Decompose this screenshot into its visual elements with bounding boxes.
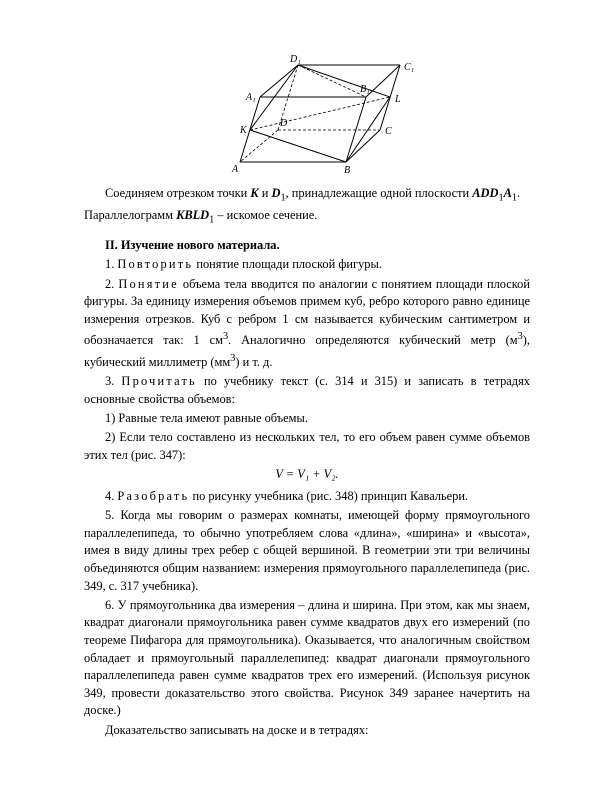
text-run: и [258,186,272,200]
section-heading: II. Изучение нового материала. [105,238,280,253]
label-a: A [232,164,239,175]
item-1 [84,256,530,274]
item-text: ) и т. д. [235,355,273,370]
item-verb: Прочитать [121,374,197,389]
item-text: по рисунку учебника (рис. 348) принцип Кавальери. [189,489,469,504]
parallelepiped-drawing [230,50,430,180]
superscript: 3 [230,353,236,364]
math-a: A [503,186,512,200]
item-4 [84,488,530,506]
subscript: 1 [498,192,504,204]
label-d1: D₁ [290,54,301,65]
label-l: L [395,94,401,105]
item-text: объема тела вводится по аналогии с понятием площади плоской фигуры. За единицу измерения объемов примем куб, ребро которого равно единице измерения отрезков. Куб с ребром 1 см называется кубическим сантиметром и обозначается так: 1 см [84,276,530,348]
subscript: 1 [511,192,518,204]
superscript: 3 [222,331,229,343]
label-b: B [344,165,351,176]
label-a1: A₁ [246,92,256,103]
superscript: 3 [517,331,523,343]
text-run: . [517,186,521,200]
item-6: 6. У прямоугольника два измерения – длина и ширина. При этом, как мы знаем, квадрат диагонали прямоугольника равен сумме квадратов двух его измерений (по теореме Пифагора для прямоугольника). Оказывается, что аналогичным свойством обладает и прямоугольный параллелепипед: квадрат диагонали прямоугольного параллелепипеда равен сумме квадратов трех его измерений. (Используя рисунок 349, провести доказательство этого свойства. Рисунок 349 заранее начертить на доске.) [84,597,530,718]
property-1: 1) Равные тела имеют равные объемы. [105,411,308,426]
item-verb: Понятие [118,276,179,291]
item-number: 1. [105,257,118,272]
document-body [84,185,530,741]
item-5: 5. Когда мы говорим о размерах комнаты, имеющей форму прямоугольного параллелепипеда, то обычно употребляем слова «длина», «ширина» и «высота», имея в виду длины трех ребер с общей вершиной. В геометрии эти три величины объединяются общим названием: измерения прямоугольного параллелепипеда (рис. 349, с. 317 учебника). [84,508,530,593]
label-k: K [240,125,247,136]
text-run: , принадлежащие одной плоскости [285,186,473,200]
label-c1: C₁ [404,62,415,73]
math-k: K [250,186,259,200]
item-number: 3. [105,374,122,389]
item-3 [84,373,530,408]
item-number: 2. [105,276,119,291]
label-d: D [280,118,288,129]
item-verb: Разобрать [117,489,190,504]
closing-line: Доказательство записывать на доске и в тетрадях: [105,722,369,737]
text-run: Параллелограмм [84,208,177,223]
math-d1: D [271,186,281,200]
property-2: 2) Если тело составлено из нескольких тел, то его объем равен сумме объемов этих тел (рис. 347): [84,430,530,462]
item-number: 4. [105,489,118,504]
subscript: 1 [209,214,215,226]
text-run: Соединяем отрезком точки [105,186,251,200]
item-2 [84,276,530,372]
label-b1: B₁ [360,84,370,95]
item-text: понятие площади плоской фигуры. [193,257,382,272]
text-run: – искомое сечение. [214,208,318,223]
volume-formula: V = V₁ + V₂. [275,467,339,482]
math-kbld1: KBLD [176,208,210,223]
item-text: ), кубический миллиметр (мм [84,333,531,370]
subscript: 1 [280,192,286,204]
math-add1a1: ADD [472,186,499,200]
item-verb: Повторить [117,257,194,272]
label-c: C [385,126,392,137]
parallelepiped-figure [230,50,430,180]
paragraph-section-conclusion [84,185,530,229]
item-text: . Аналогично определяются кубический метр (м [228,333,518,348]
item-text: по учебнику текст (с. 314 и 315) и записать в тетрадях основные свойства объемов: [84,374,531,406]
